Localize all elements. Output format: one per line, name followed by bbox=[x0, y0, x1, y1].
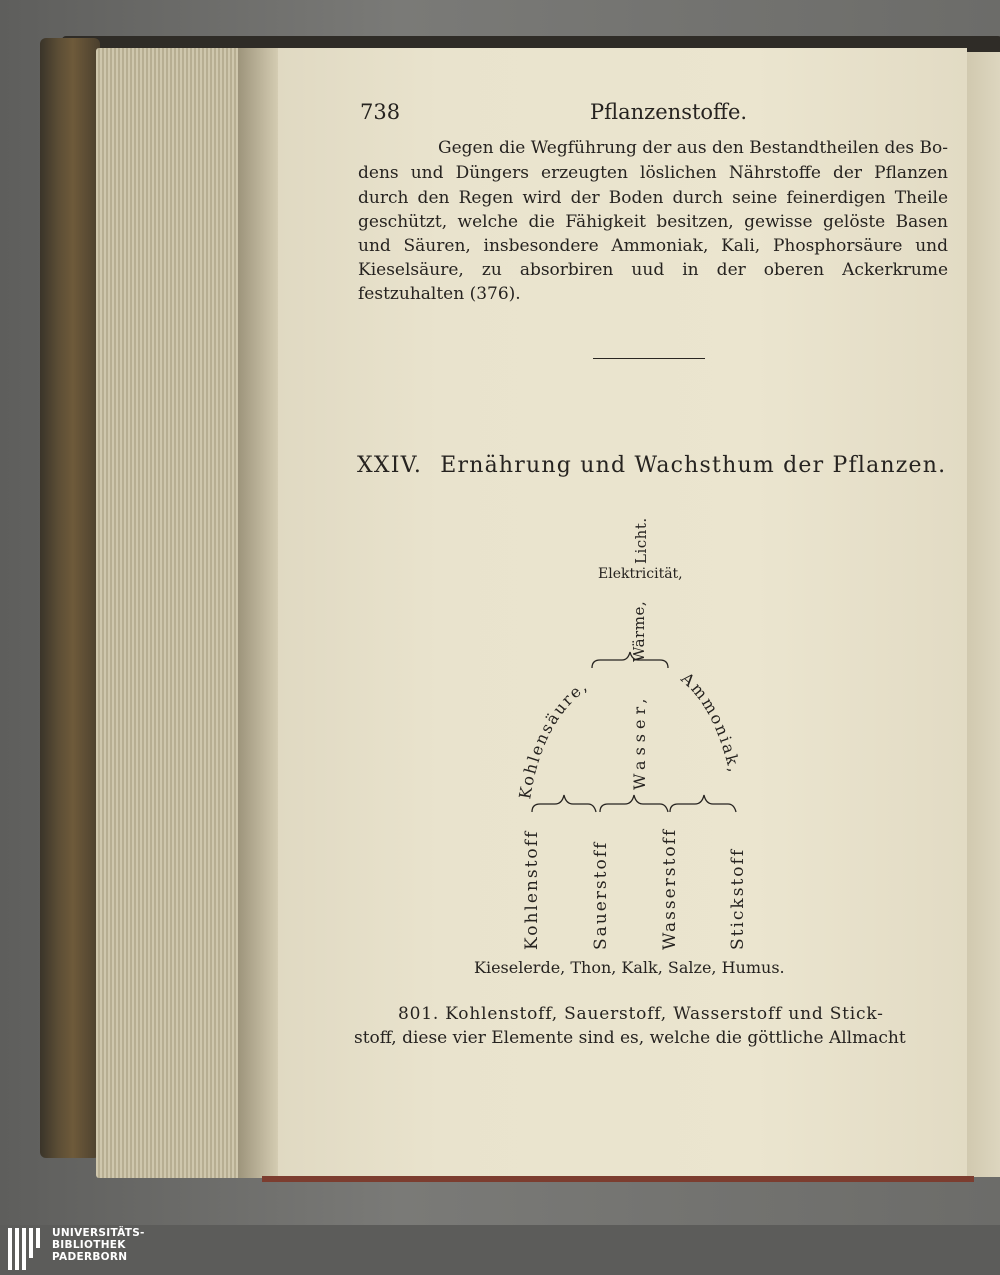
section-line: stoff, diese vier Elemente sind es, welche die göttliche Allmacht bbox=[354, 1028, 906, 1048]
library-logo-icon bbox=[6, 1226, 44, 1272]
paragraph-line: geschützt, welche die Fähigkeit besitzen, gewisse gelöste Basen bbox=[358, 212, 948, 232]
paragraph-line: Gegen die Wegführung der aus den Bestandtheilen des Bo- bbox=[438, 138, 948, 158]
page-number: 738 bbox=[360, 100, 401, 124]
paragraph-line: Kieselsäure, zu absorbiren uud in der oberen Ackerkrume bbox=[358, 260, 948, 280]
diagram-nitrogen: Stickstoff bbox=[728, 847, 748, 950]
diagram-water: Wasser, bbox=[630, 693, 649, 790]
logo-line: PADERBORN bbox=[52, 1251, 128, 1263]
paragraph-line: durch den Regen wird der Boden durch seine feinerdigen Theile bbox=[358, 188, 948, 208]
running-head: Pflanzenstoffe. bbox=[590, 100, 748, 124]
chapter-title: Ernährung und Wachsthum der Pflanzen. bbox=[440, 453, 947, 478]
diagram-carbonic-acid: Kohlensäure, bbox=[515, 675, 592, 801]
diagram-oxygen: Sauerstoff bbox=[591, 840, 611, 950]
section-line: 801. Kohlenstoff, Sauerstoff, Wasserstoff und Stick- bbox=[398, 1004, 884, 1024]
diagram-ammonia: Ammoniak, bbox=[677, 668, 745, 776]
diagram-electricity: Elektricität, bbox=[598, 566, 683, 582]
paragraph-line: dens und Düngers erzeugten löslichen Nährstoffe der Pflanzen bbox=[358, 163, 948, 183]
page-bottom-edge bbox=[262, 1176, 974, 1182]
diagram-base: Kieselerde, Thon, Kalk, Salze, Humus. bbox=[474, 958, 785, 977]
paragraph-line: und Säuren, insbesondere Ammoniak, Kali, Phosphorsäure und bbox=[358, 236, 948, 256]
book-spine bbox=[40, 38, 100, 1158]
chapter-heading bbox=[357, 453, 946, 478]
footer-bar bbox=[0, 1225, 1000, 1275]
diagram-light: Licht. bbox=[632, 517, 650, 564]
logo-line: BIBLIOTHEK bbox=[52, 1239, 126, 1251]
section-divider bbox=[593, 358, 705, 359]
facing-page-edge bbox=[962, 52, 1000, 1177]
chapter-number: XXIV. bbox=[357, 453, 423, 478]
brace-lower bbox=[530, 792, 750, 814]
diagram-warmth: Wärme, bbox=[630, 600, 648, 662]
library-logo-text bbox=[52, 1227, 145, 1263]
diagram-carbon: Kohlenstoff bbox=[522, 829, 542, 950]
logo-line: UNIVERSITÄTS- bbox=[52, 1227, 145, 1239]
page-gutter bbox=[238, 48, 278, 1178]
diagram-hydrogen: Wasserstoff bbox=[660, 827, 680, 950]
paragraph-line: festzuhalten (376). bbox=[358, 284, 521, 304]
